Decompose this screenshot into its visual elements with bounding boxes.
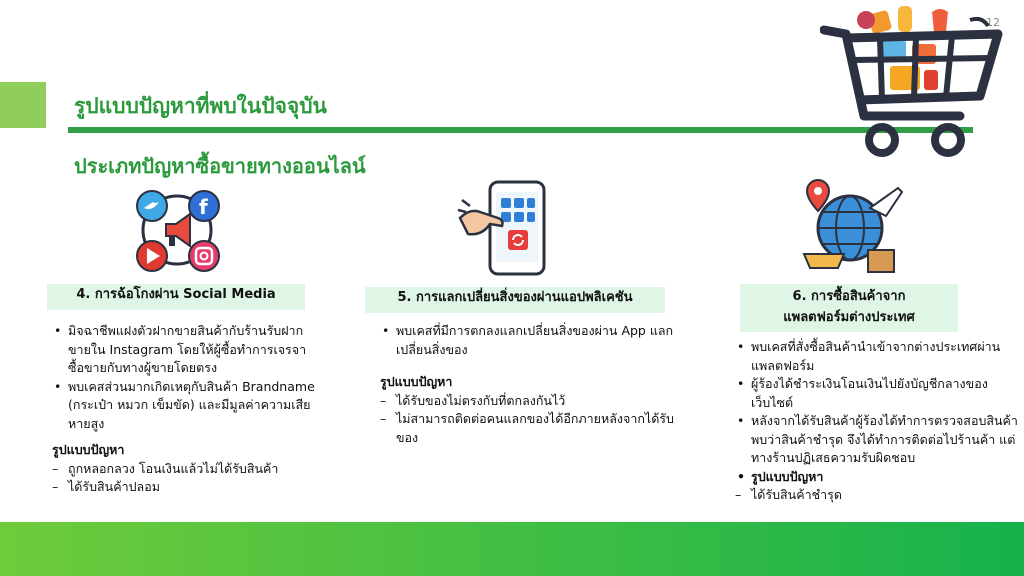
slide-number: 12	[986, 16, 1000, 29]
column-5-heading: 5. การแลกเปลี่ยนสิ่งของผ่านแอปพลิเคชัน	[365, 287, 665, 313]
column-4-heading: 4. การฉ้อโกงผ่าน Social Media	[47, 284, 305, 310]
global-shipping-icon	[798, 178, 908, 278]
column-6-body	[735, 338, 1020, 505]
column-6-problems	[735, 486, 1020, 505]
shopping-cart-icon	[820, 0, 1010, 190]
list-item: • พบเคสที่สั่งซื้อสินค้านำเข้าจากต่างประเทศผ่านแพลตฟอร์ม	[735, 338, 1020, 375]
column-5-bullets	[380, 322, 680, 359]
list-item: – ได้รับของไม่ตรงกับที่ตกลงกันไว้	[380, 392, 680, 411]
list-item: – ได้รับสินค้าปลอม	[52, 478, 322, 497]
problem-title: รูปแบบปัญหา	[380, 374, 453, 389]
column-4-problems	[52, 460, 322, 497]
slide-title: รูปแบบปัญหาที่พบในปัจจุบัน	[74, 94, 327, 118]
column-5-problems	[380, 392, 680, 448]
column-6-heading-line1: 6. การซื้อสินค้าจาก	[792, 289, 906, 304]
svg-text:f: f	[199, 195, 208, 219]
problem-title: รูปแบบปัญหา	[52, 442, 125, 457]
cart-items-icon	[857, 6, 948, 90]
list-item: • ผู้ร้องได้ชำระเงินโอนเงินไปยังบัญชีกลางของเว็บไซต์	[735, 375, 1020, 412]
problem-title: • รูปแบบปัญหา	[735, 468, 1020, 487]
column-4-body	[52, 322, 322, 497]
title-accent-block	[0, 82, 46, 128]
list-item: • พบเคสส่วนมากเกิดเหตุกับสินค้า Brandname (กระเป๋า หมวก เข็มขัด) และมีมูลค่าความเสียหายสูง	[52, 378, 322, 434]
column-6-bullets	[735, 338, 1020, 486]
list-item: • หลังจากได้รับสินค้าผู้ร้องได้ทำการตรวจสอบสินค้าพบว่าสินค้าชำรุด จึงได้ทำการติดต่อไปร้านค้า แต่ทางร้านปฏิเสธความรับผิดชอบ	[735, 412, 1020, 468]
list-item: • พบเคสที่มีการตกลงแลกเปลี่ยนสิ่งของผ่าน App แลกเปลี่ยนสิ่งของ	[380, 322, 680, 359]
column-5-body	[380, 322, 680, 447]
list-item: – ถูกหลอกลวง โอนเงินแล้วไม่ได้รับสินค้า	[52, 460, 322, 479]
list-item: – ไม่สามารถติดต่อคนแลกของได้อีกภายหลังจากได้รับของ	[380, 410, 680, 447]
column-4-bullets	[52, 322, 322, 433]
column-6-heading-line2: แพลตฟอร์มต่างประเทศ	[783, 310, 915, 325]
list-item: – ได้รับสินค้าชำรุด	[735, 486, 1020, 505]
footer-band	[0, 522, 1024, 576]
phone-app-icon	[456, 178, 566, 278]
column-6-heading	[740, 284, 958, 332]
list-item: • มิจฉาชีพแฝงตัวฝากขายสินค้ากับร้านรับฝากขายใน Instagram โดยให้ผู้ซื้อทำการเจรจาซื้อขายกับทางผู้ขายโดยตรง	[52, 322, 322, 378]
social-media-icon	[122, 178, 232, 278]
slide-subtitle: ประเภทปัญหาซื้อขายทางออนไลน์	[74, 154, 366, 178]
